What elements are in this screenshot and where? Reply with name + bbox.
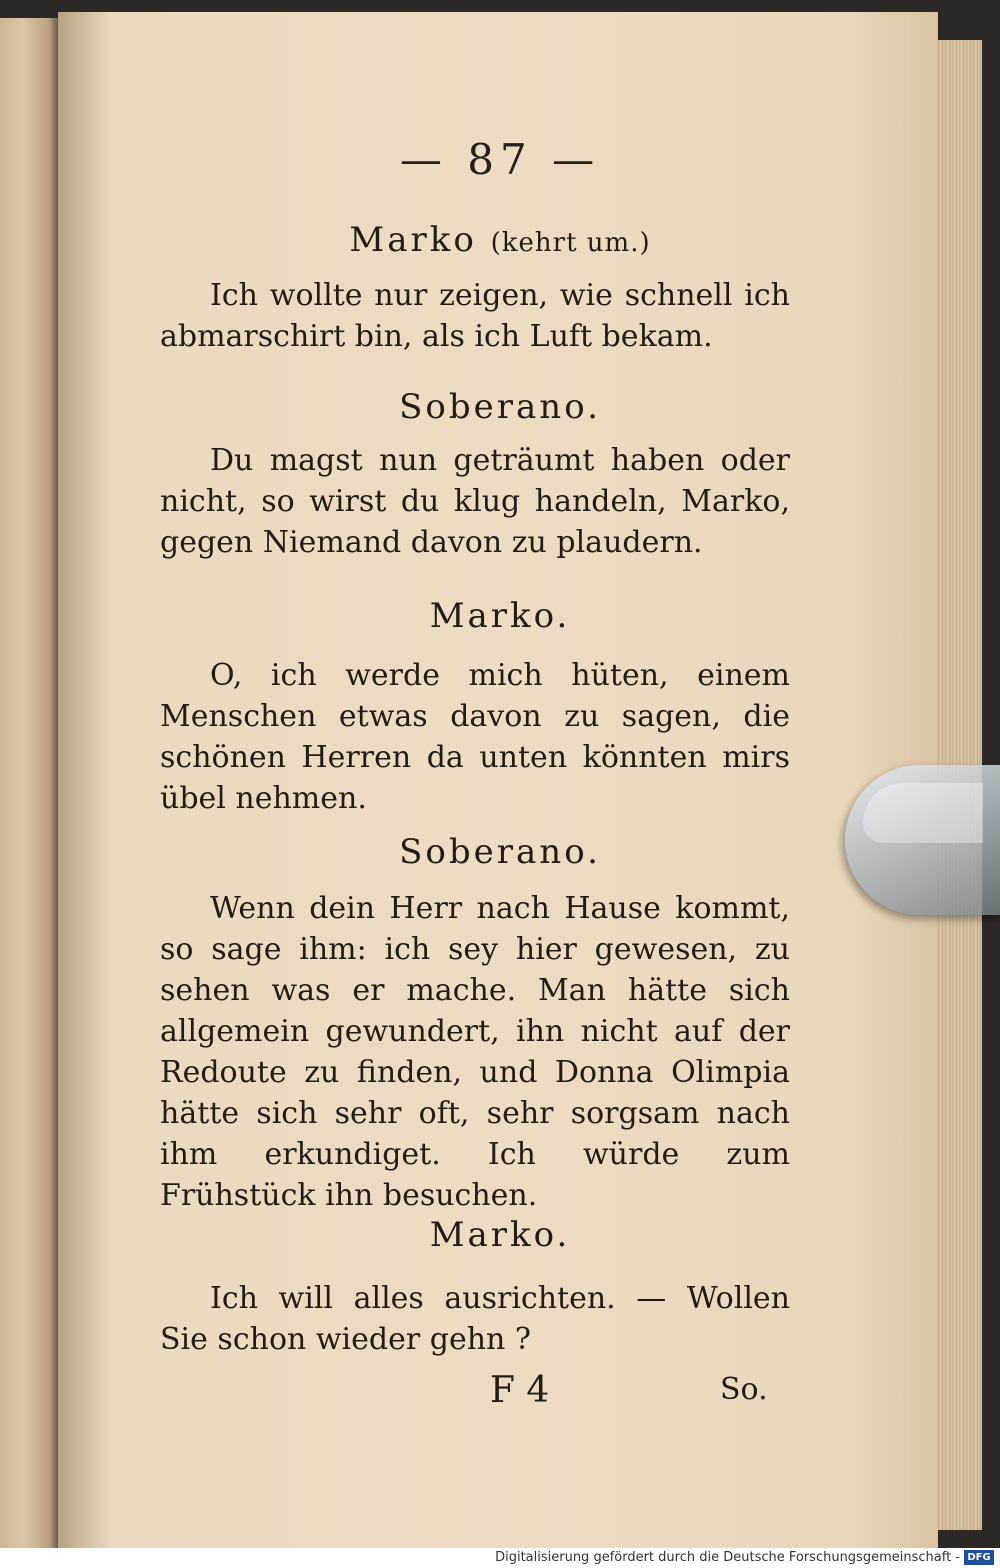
speech-text: Du magst nun geträumt haben oder nicht, so wirst du klug handeln, Marko, gegen Niemand davon zu plaudern.	[160, 443, 790, 560]
speaker-label: Marko	[349, 220, 477, 260]
speech-text: O, ich werde mich hüten, einem Menschen etwas davon zu sagen, die schönen Herren da unten könnten mirs übel nehmen.	[160, 658, 790, 816]
speech-text: Ich wollte nur zeigen, wie schnell ich abmarschirt bin, als ich Luft bekam.	[160, 278, 790, 354]
page-holder-clip	[845, 765, 1000, 915]
speaker-name	[0, 220, 1000, 260]
catchword: So.	[720, 1372, 768, 1407]
speech-text: Wenn dein Herr nach Hause kommt, so sage ihm: ich sey hier gewesen, zu sehen was er mache. Man hätte sich allgemein gewundert, ihn nicht auf der Redoute zu finden, und Donna Olimpia hätte sich sehr oft, sehr sorgsam nach ihm erkundiget. Ich würde zum Frühstück ihn besuchen.	[160, 891, 790, 1213]
speaker-name: Soberano.	[399, 832, 601, 872]
page-number-header: — 87 —	[399, 135, 601, 184]
footer-bar	[0, 1548, 1000, 1568]
dfg-logo: DFG	[964, 1550, 994, 1565]
signature-mark: F 4	[490, 1370, 550, 1411]
stage-direction: (kehrt um.)	[490, 228, 651, 258]
speaker-name: Marko.	[429, 596, 571, 636]
footer-credit: Digitalisierung gefördert durch die Deutsche Forschungsgemeinschaft -	[495, 1550, 960, 1565]
speaker-name: Marko.	[429, 1215, 571, 1255]
speaker-name: Soberano.	[399, 387, 601, 427]
speech-text: Ich will alles ausrichten. — Wollen Sie schon wieder gehn ?	[160, 1281, 790, 1357]
